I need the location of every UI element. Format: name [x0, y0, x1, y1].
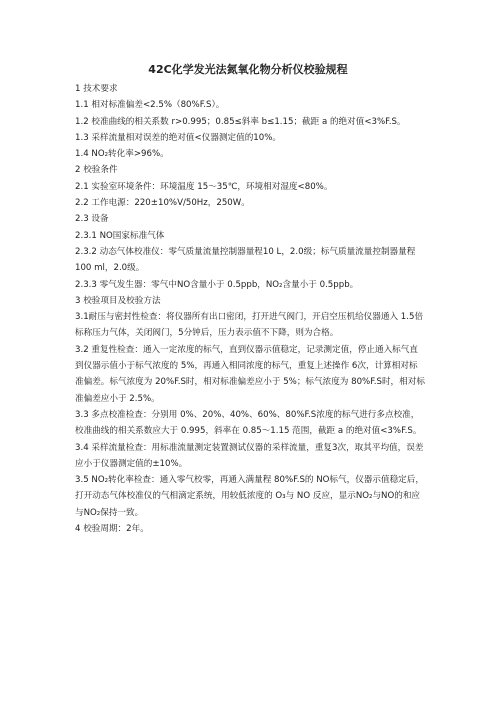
subsection-heading: 2.3 设备 [75, 214, 109, 225]
section-heading: 4 校验周期：2年。 [75, 524, 149, 535]
section-heading: 1 技术要求 [75, 84, 118, 94]
section-heading: 3 校验项目及校验方法 [75, 295, 161, 306]
paragraph: 3.4 采样流量检查：用标准流量测定装置测试仪器的采样流量，重复3次，取其平均值，误差应小于仪器测定值的±10%。 [75, 442, 424, 469]
document-body [75, 81, 425, 537]
paragraph: 3.1耐压与密封性检查：将仪器所有出口密闭，打开进气阀门，开启空压机给仪器通入 1.5倍标称压力气体，关闭阀门，5分钟后，压力表示值不下降，则为合格。 [75, 312, 424, 339]
paragraph: 3.5 NO₂转化率检查：通入零气校零，再通入满量程 80%F.S的 NO标气，仪器示值稳定后，打开动态气体校准仪的气相滴定系统，用较低浓度的 O₃与 NO 反应，显示NO₂与NO的和应与NO₂保持一致。 [75, 475, 424, 518]
paragraph: 2.3.3 零气发生器：零气中NO含量小于 0.5ppb，NO₂含量小于 0.5ppb。 [75, 279, 359, 290]
document-title: 42C化学发光法氮氧化物分析仪校验规程 [148, 63, 348, 76]
paragraph: 3.2 重复性检查：通入一定浓度的标气，直到仪器示值稳定，记录测定值，停止通入标气直到仪器示值小于标气浓度的 5%，再通入相同浓度的标气，重复上述操作 6次，计算相对标准偏差。标气浓度为 20%F.S时，相对标准偏差应小于 5%；标气浓度为 80%F.S时，相对标准偏差应小于 2.5%。 [75, 344, 425, 404]
paragraph: 1.3 采样流量相对误差的绝对值<仪器测定值的10%。 [75, 132, 281, 143]
paragraph: 3.3 多点校准检查：分别用 0%、20%、40%、60%、80%F.S浓度的标气进行多点校准，校准曲线的相关系数应大于 0.995，斜率在 0.85～1.15 范围，截距 a 的绝对值<3%F.S。 [75, 409, 422, 437]
paragraph: 2.2 工作电源：220±10%V/50Hz，250W。 [75, 198, 250, 209]
paragraph: 1.4 NO₂转化率>96%。 [75, 149, 169, 160]
paragraph: 2.3.1 NO国家标准气体 [75, 230, 165, 241]
paragraph: 1.2 校准曲线的相关系数 r>0.995；0.85≤斜率 b≤1.15；截距 a 的绝对值<3%F.S。 [75, 116, 406, 127]
paragraph: 1.1 相对标准偏差<2.5%（80%F.S）。 [75, 100, 225, 111]
paragraph: 2.1 实验室环境条件：环境温度 15～35℃，环境相对湿度<80%。 [75, 181, 333, 192]
section-heading: 2 校验条件 [75, 165, 118, 176]
paragraph: 2.3.2 动态气体校准仪：零气质量流量控制器量程10 L，2.0级；标气质量流量控制器量程 100 ml，2.0级。 [75, 246, 416, 274]
